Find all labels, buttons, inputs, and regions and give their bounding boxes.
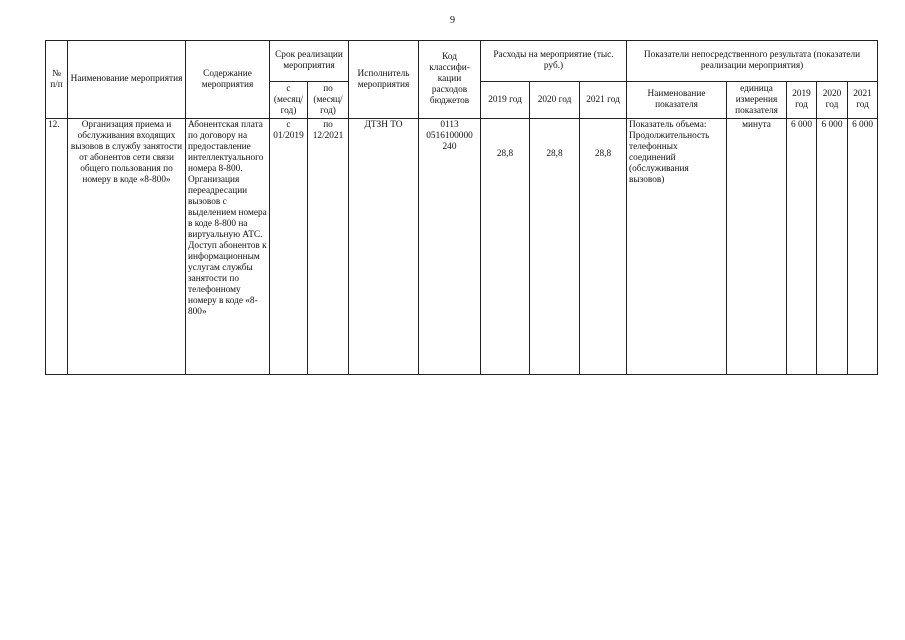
header-exp-2020: 2020 год bbox=[530, 82, 580, 119]
cell-ind-2019: 6 000 bbox=[787, 119, 817, 375]
cell-code: 0113 0516100000 240 bbox=[419, 119, 481, 375]
header-executor: Исполнитель мероприятия bbox=[349, 41, 419, 119]
header-exp-2021: 2021 год bbox=[580, 82, 627, 119]
header-ind-2021: 2021 год bbox=[848, 82, 878, 119]
cell-ind-unit: минута bbox=[727, 119, 787, 375]
header-indicators: Показатели непосредственного результата (показатели реализации мероприятия) bbox=[627, 41, 878, 82]
cell-from: с 01/2019 bbox=[270, 119, 308, 375]
cell-executor: ДТЗН ТО bbox=[349, 119, 419, 375]
table-row bbox=[46, 119, 878, 375]
header-period-from: с (месяц/ год) bbox=[270, 82, 308, 119]
cell-exp-2021: 28,8 bbox=[580, 119, 627, 375]
header-code: Код классифи-кации расходов бюджетов bbox=[419, 41, 481, 119]
header-ind-name: Наименование показателя bbox=[627, 82, 727, 119]
header-ind-unit: единица измерения показателя bbox=[727, 82, 787, 119]
cell-ind-2021: 6 000 bbox=[848, 119, 878, 375]
cell-content: Абонентская плата по договору на предоставление интеллектуального номера 8-800. Организация переадресации вызовов с выделением номера в коде 8-800 на виртуальную АТС. Доступ абонентов к информационным услугам службы занятости по телефонному номеру в коде «8-800» bbox=[186, 119, 270, 375]
cell-num: 12. bbox=[46, 119, 68, 375]
activity-table bbox=[45, 40, 878, 375]
header-num: № п/п bbox=[46, 41, 68, 119]
header-name: Наименование мероприятия bbox=[68, 41, 186, 119]
cell-exp-2020: 28,8 bbox=[530, 119, 580, 375]
header-content: Содержание мероприятия bbox=[186, 41, 270, 119]
header-period-to: по (месяц/ год) bbox=[308, 82, 349, 119]
header-ind-2020: 2020 год bbox=[817, 82, 848, 119]
page-number: 9 bbox=[450, 15, 455, 26]
cell-to: по 12/2021 bbox=[308, 119, 349, 375]
header-exp-2019: 2019 год bbox=[481, 82, 530, 119]
header-period: Срок реализации мероприятия bbox=[270, 41, 349, 82]
header-expenses: Расходы на мероприятие (тыс. руб.) bbox=[481, 41, 627, 82]
cell-name: Организация приема и обслуживания входящих вызовов в службу занятости от абонентов сети связи общего пользования по номеру в коде «8-800» bbox=[68, 119, 186, 375]
header-ind-2019: 2019 год bbox=[787, 82, 817, 119]
cell-exp-2019: 28,8 bbox=[481, 119, 530, 375]
cell-ind-name: Показатель объема: Продолжительность телефонных соединений (обслуживания вызовов) bbox=[627, 119, 727, 375]
cell-ind-2020: 6 000 bbox=[817, 119, 848, 375]
